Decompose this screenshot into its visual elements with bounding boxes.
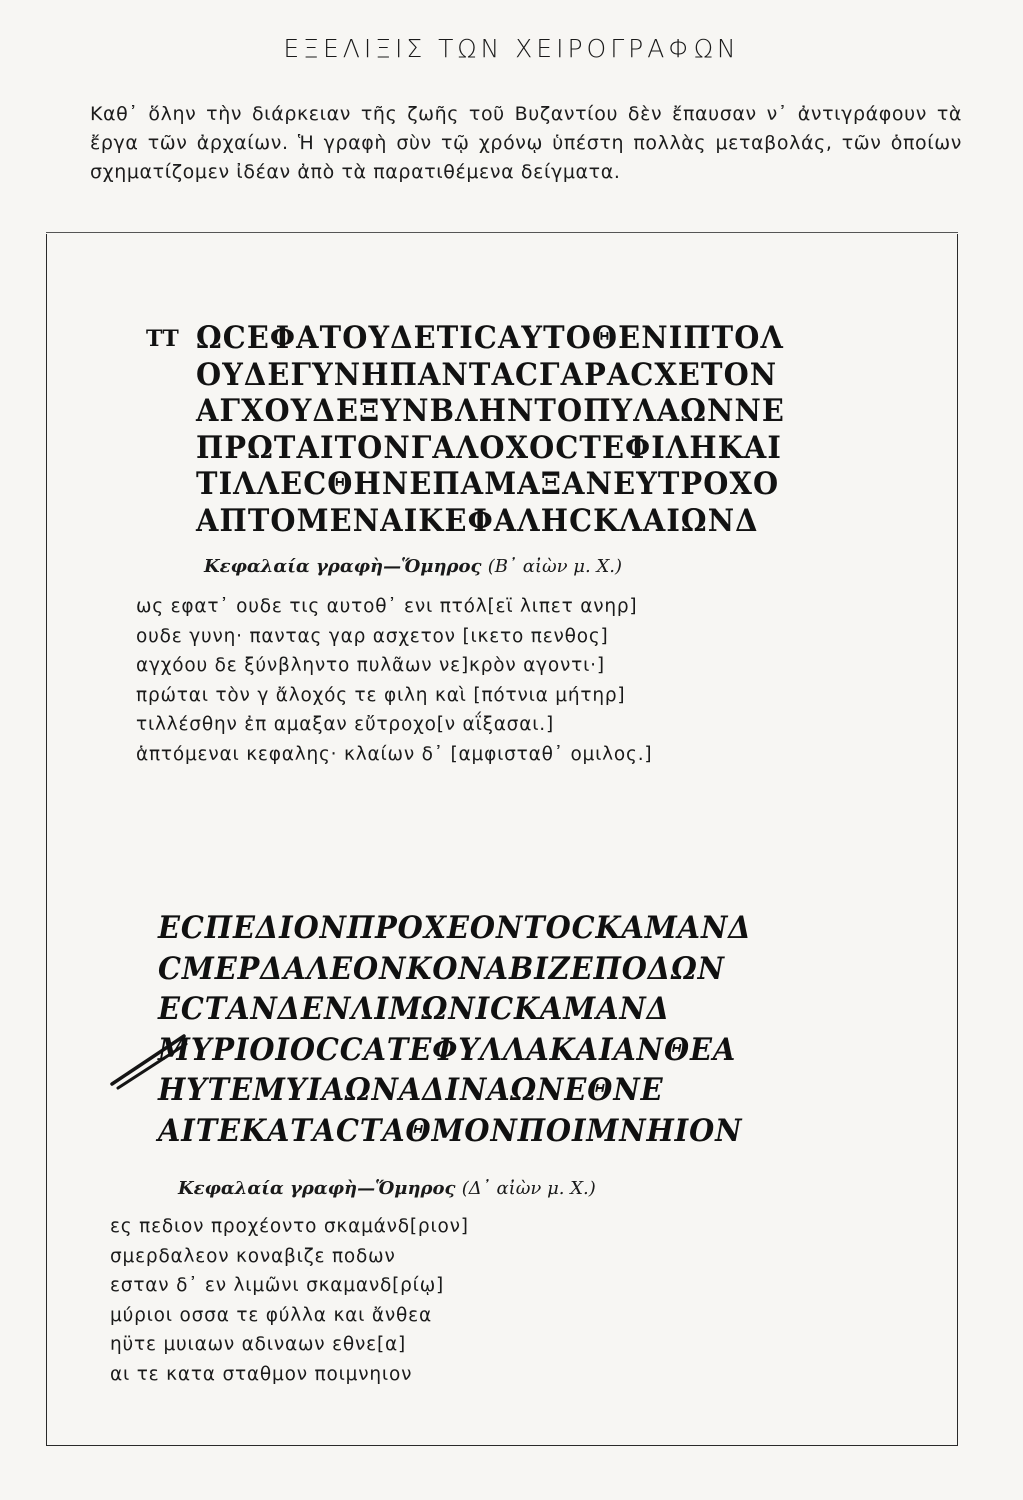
transcription-line: τιλλέσθην ἐπ αμαξαν εὔτροχο[ν αΐξασαι.] [136, 714, 554, 735]
manuscript-marker: ΤΤ [146, 326, 179, 352]
transcription-line: αγχόου δε ξύνβληντο πυλᾶων νε]κρὸν αγοντι·] [136, 655, 605, 676]
manuscript-line: ϹΜΕΡΔΑΛΕΟΝΚΟΝΑΒΙΖΕΠΟΔΩΝ [158, 950, 725, 987]
transcription-line: ως εφατ᾽ ουδε τις αυτοθ᾽ ενι πτόλ[εϊ λιπετ ανηρ] [136, 596, 638, 617]
manuscript-line: ΟΥΔΕΓΥΝΗΠΑΝΤΑϹΓΑΡΑϹΧΕΤΟΝ [196, 356, 778, 393]
uncial-manuscript-sample [196, 320, 828, 539]
caption-label: Κεφαλαία γραφὴ—Ὅμηρος [204, 556, 482, 577]
caption-date: (Δ᾽ αἰὼν μ. Χ.) [461, 1178, 596, 1199]
manuscript-line: ΑΙΤΕΚΑΤΑϹΤΑΘΜΟΝΠΟΙΜΝΗΙΟΝ [158, 1112, 743, 1149]
intro-paragraph: Καθ᾽ ὅλην τὴν διάρκειαν τῆς ζωῆς τοῦ Βυζαντίου δὲν ἔπαυσαν ν᾽ ἀντιγράφουν τὰ ἔργα τῶν ἀρχαίων. Ἡ γραφὴ σὺν τῷ χρόνῳ ὑπέστη πολλὰς μεταβολάς, τῶν ὁποίων σχηματίζομεν ἰδέαν ἀπὸ τὰ παρατιθέμενα δείγματα. [90, 103, 962, 183]
sample2-caption [178, 1178, 596, 1199]
sample1-transcription [136, 592, 652, 769]
transcription-line: μύριοι οσσα τε φύλλα και ἄνθεα [110, 1304, 432, 1326]
transcription-line: σμερδαλεον κοναβιζε ποδων [110, 1245, 396, 1267]
transcription-line: ες πεδιον προχέοντο σκαμάνδ[ριον] [110, 1216, 469, 1237]
transcription-line: ηϋτε μυιαων αδιναων εθνε[α] [110, 1334, 406, 1355]
manuscript-line: ΩϹΕΦΑΤΟΥΔΕΤΙϹΑΥΤΟΘΕΝΙΠΤΟΛ [196, 320, 784, 356]
transcription-line: πρώται τὸν γ ἄλοχός τε φιλη καὶ [πότνια μήτηρ] [136, 684, 626, 706]
manuscript-line: ΤΙΛΛΕϹΘΗΝΕΠΑΜΑΞΑΝΕΥΤΡΟΧΟ [196, 466, 780, 502]
sample1-caption [204, 556, 622, 577]
transcription-line: αι τε κατα σταθμον ποιμνηιον [110, 1363, 413, 1385]
manuscript-line: ΕϹΠΕΔΙΟΝΠΡΟΧΕΟΝΤΟϹΚΑΜΑΝΔ [158, 910, 752, 946]
cursive-manuscript-sample [158, 908, 865, 1151]
sample2-transcription [110, 1212, 469, 1389]
caption-label: Κεφαλαία γραφὴ—Ὅμηρος [178, 1178, 456, 1199]
manuscript-line: ΜΥΡΙΟΙΟϹϹΑΤΕΦΥΛΛΑΚΑΙΑΝΘΕΑ [158, 1031, 737, 1068]
transcription-line: εσταν δ᾽ εν λιμῶνι σκαμανδ[ρίῳ] [110, 1275, 445, 1296]
transcription-line: ἁπτόμεναι κεφαλης· κλαίων δ᾽ [αμφισταθ᾽ ομιλος.] [136, 743, 653, 765]
page-title: ΕΞΕΛΙΞΙΣ ΤΩΝ ΧΕΙΡΟΓΡΑΦΩΝ [283, 34, 740, 63]
transcription-line: ουδε γυνη· παντας γαρ ασχετον [ικετο πενθος] [136, 625, 609, 647]
frame-top-rule [46, 232, 958, 233]
manuscript-line: ΗΥΤΕΜΥΙΑΩΝΑΔΙΝΑΩΝΕΘΝΕ [158, 1072, 664, 1108]
manuscript-line: ΑΠΤΟΜΕΝΑΙΚΕΦΑΛΗϹΚΛΑΙΩΝΔ [196, 502, 759, 539]
caption-date: (Β᾽ αἰὼν μ. Χ.) [487, 556, 623, 577]
manuscript-line: ΕϹΤΑΝΔΕΝΛΙΜΩΝΙϹΚΑΜΑΝΔ [158, 991, 670, 1027]
manuscript-line: ΑΓΧΟΥΔΕΞΥΝΒΛΗΝΤΟΠΥΛΑΩΝΝΕ [196, 393, 786, 429]
manuscript-line: ΠΡΩΤΑΙΤΟΝΓΑΛΟΧΟϹΤΕΦΙΛΗΚΑΙ [196, 429, 783, 466]
